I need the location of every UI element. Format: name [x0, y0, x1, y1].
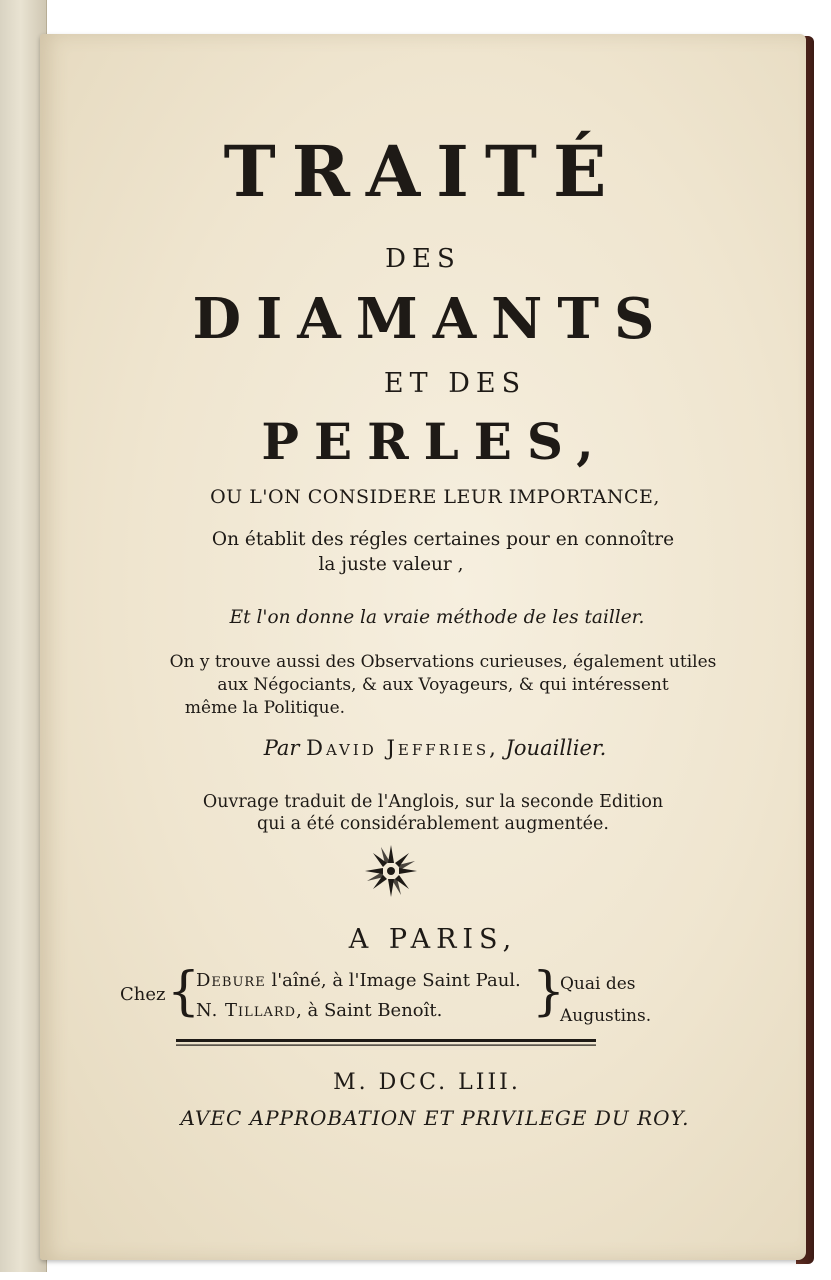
title-des: DES [385, 244, 461, 274]
quai-line-1: Quai des [560, 974, 636, 994]
left-brace: { [167, 962, 201, 1022]
author-title: Jouaillier. [505, 736, 607, 760]
title-diamants: DIAMANTS [192, 286, 670, 352]
subtitle-observations-1: On y trouve aussi des Observations curieuses, également utiles [169, 652, 717, 672]
subtitle-importance: OU L'ON CONSIDERE LEUR IMPORTANCE, [210, 486, 660, 508]
right-brace: } [532, 962, 566, 1022]
title-et-des: ET DES [383, 368, 527, 399]
subtitle-observations-2: aux Négociants, & aux Voyageurs, & qui intéressent [217, 675, 669, 695]
bookseller-2-address: , à Saint Benoît. [296, 1000, 443, 1021]
bookseller-1 [196, 970, 521, 991]
bookseller-2 [196, 1000, 442, 1021]
subtitle-regles-2: la juste valeur , [318, 554, 464, 575]
imprint-chez: Chez [120, 984, 166, 1005]
author-line [52, 736, 818, 760]
bookseller-1-name: Debure [196, 970, 266, 991]
double-rule-divider [176, 1038, 596, 1048]
bookseller-2-name: N. Tillard [196, 1000, 297, 1021]
sunburst-ornament-icon [362, 842, 420, 900]
author-name: David Jeffries, [306, 736, 499, 760]
imprint-place: A PARIS, [348, 924, 518, 955]
subtitle-methode: Et l'on donne la vraie méthode de les tailler. [229, 607, 645, 628]
translation-note-1: Ouvrage traduit de l'Anglois, sur la seconde Edition [202, 792, 664, 812]
title-traite: TRAITÉ [223, 130, 623, 213]
author-prefix: Par [263, 736, 300, 760]
imprint-date: M. DCC. LIII. [333, 1070, 521, 1095]
imprint-privilege: AVEC APPROBATION ET PRIVILEGE DU ROY. [180, 1106, 690, 1130]
subtitle-regles-1: On établit des régles certaines pour en connoître [211, 529, 675, 550]
bookseller-1-address: l'aîné, à l'Image Saint Paul. [271, 970, 521, 991]
translation-note-2: qui a été considérablement augmentée. [257, 814, 609, 834]
quai-line-2: Augustins. [560, 1006, 652, 1026]
title-perles: PERLES, [261, 412, 609, 471]
title-page [40, 34, 806, 1260]
subtitle-observations-3: même la Politique. [184, 698, 346, 718]
